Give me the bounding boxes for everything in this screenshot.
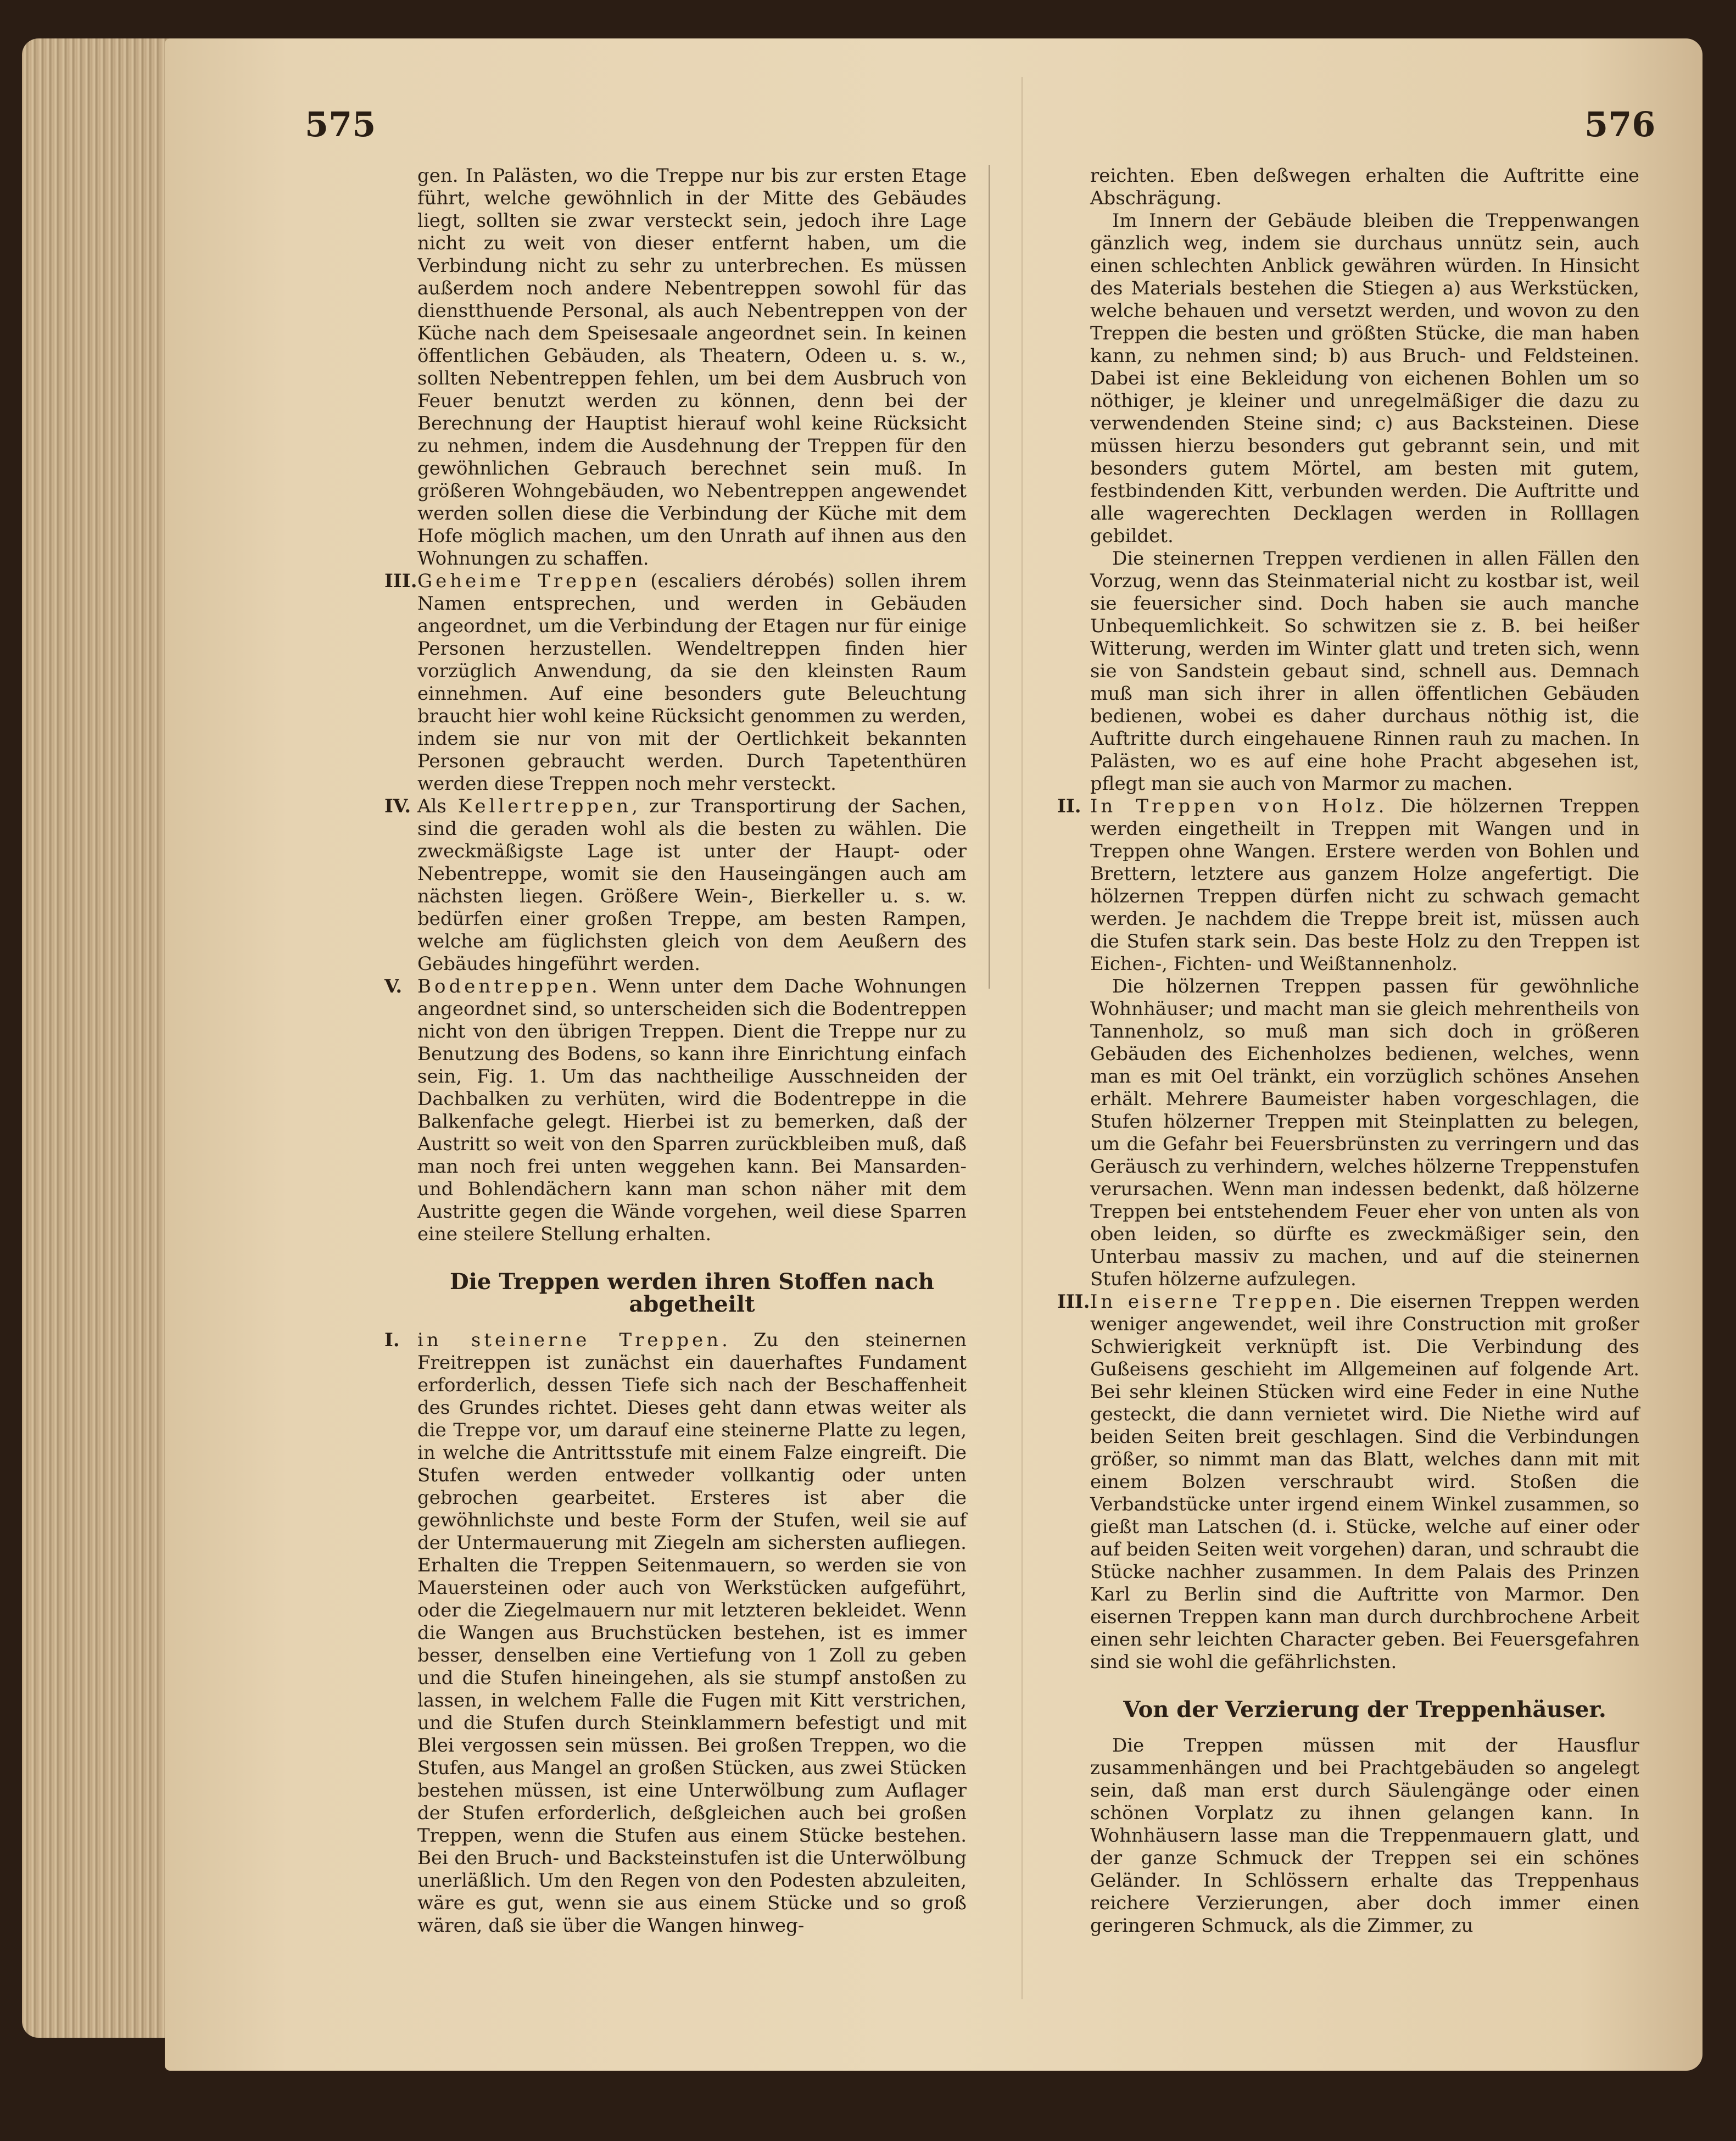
page-number-left: 575 — [305, 104, 376, 144]
list-text: (escaliers dérobés) sollen ihrem Namen entsprechen, und werden in Gebäuden angeordnet, um die Verbindung der Etagen nur für einige Personen herzustellen. Wendeltreppen finden hier vorzüglich Anwendung, da sie den kleinsten Raum einnehmen. Auf eine besonders gute Beleuchtung braucht hier wohl keine Rücksicht genommen zu werden, indem sie nur von mit der Oertlichkeit bekannten Personen gebraucht werden. Durch Tapetenthüren werden diese Treppen noch mehr versteckt. — [417, 570, 967, 795]
list-number: III. — [384, 570, 417, 592]
list-item-iii — [384, 570, 967, 795]
list-lead: Als — [417, 795, 458, 817]
paragraph-innern: Im Innern der Gebäude bleiben die Treppenwangen gänzlich weg, indem sie durchaus unnütz sein, auch einen schlechten Anblick gewähren würden. In Hinsicht des Materials bestehen die Stiegen a) aus Werkstücken, welche behauen und versetzt werden, und wovon zu den Treppen die besten und größten Stücke, die man haben kann, zu nehmen sind; b) aus Bruch- und Feldsteinen. Dabei ist eine Bekleidung von eichenen Bohlen um so nöthiger, je kleiner und unregelmäßiger die dazu zu verwendenden Steine sind; c) aus Backsteinen. Diese müssen hierzu besonders gut gebrannt sein, und mit besonders gutem Mörtel, am besten mit gutem, festbindenden Kitt, verbunden werden. Die Auftritte und alle wagerechten Decklagen werden in Rolllagen gebildet. — [1090, 210, 1639, 547]
term-treppen-von-holz: In Treppen von Holz — [1090, 795, 1378, 817]
list-number: V. — [384, 975, 403, 997]
right-page-column — [1057, 165, 1639, 1937]
list-text: . Die eisernen Treppen werden weniger angewendet, weil ihre Construction mit großer Schwierigkeit verknüpft ist. Die Verbindung des Gußeisens geschieht im Allgemeinen auf folgende Art. Bei sehr kleinen Stücken wird eine Feder in eine Nuthe gesteckt, die dann vernietet wird. Die Niethe wird auf beiden Seiten breit geschlagen. Sind die Verbindungen größer, so nimmt man das Blatt, welches dann mit mit einem Bolzen verschraubt wird. Stoßen die Verbandstücke unter irgend einem Winkel zusammen, so gießt man Latschen (d. i. Stücke, welche auf einer oder auf beiden Seiten weit vorgehen) daran, und schraubt die Stücke nachher zusammen. In dem Palais des Prinzen Karl zu Berlin sind die Auftritte von Marmor. Den eisernen Treppen kann man durch durchbrochene Arbeit einen sehr leichten Character geben. Bei Feuersgefahren sind sie wohl die gefährlichsten. — [1090, 1291, 1639, 1673]
section-heading-verzierung: Von der Verzierung der Treppenhäuser. — [1123, 1697, 1606, 1722]
paragraph-verzierung: Die Treppen müssen mit der Hausflur zusammenhängen und bei Prachtgebäuden so angelegt sein, daß man erst durch Säulengänge oder einen schönen Vorplatz zu ihnen gelangen kann. In Wohnhäusern lasse man die Treppenmauern glatt, und der ganze Schmuck der Treppen sei ein schönes Geländer. In Schlössern erhalte das Treppenhaus reichere Verzierungen, aber doch immer einen geringeren Schmuck, als die Zimmer, zu — [1090, 1735, 1639, 1937]
list-item-v — [384, 975, 967, 1246]
list-number: II. — [1057, 795, 1081, 817]
list-number: III. — [1057, 1291, 1090, 1313]
list-item-ii — [1057, 795, 1639, 975]
list-number: I. — [384, 1329, 400, 1351]
term-steinerne-treppen: in steinerne Treppen — [417, 1329, 722, 1351]
list-text: , zur Transportirung der Sachen, sind die geraden wohl als die besten zu wählen. Die zweckmäßigste Lage ist unter der Haupt- oder Nebentreppe, womit sie den Hauseingängen auch am nächsten liegen. Größere Wein-, Bierkeller u. s. w. bedürfen einer großen Treppe, am besten Rampen, welche am füglichsten gleich von dem Aeußern des Gebäudes hingeführt werden. — [417, 795, 967, 975]
list-text: . Zu den steinernen Freitreppen ist zunächst ein dauerhaftes Fundament erforderlich, dessen Tiefe sich nach der Beschaffenheit des Grundes richtet. Dieses geht dann etwas weiter als die Treppe vor, um darauf eine steinerne Platte zu legen, in welche die Antrittsstufe mit einem Falze eingreift. Die Stufen werden entweder vollkantig oder unten gebrochen gearbeitet. Ersteres ist aber die gewöhnlichste und beste Form der Stufen, weil sie auf der Untermauerung mit Ziegeln am sichersten aufliegen. Erhalten die Treppen Seitenmauern, so werden sie von Mauersteinen oder auch von Werkstücken aufgeführt, oder die Ziegelmauern nur mit letzteren bekleidet. Wenn die Wangen aus Bruchstücken bestehen, ist es immer besser, denselben eine Vertiefung von 1 Zoll zu geben und die Stufen hineingehen, als sie stumpf anstoßen zu lassen, in welchem Falle die Fugen mit Kitt verstrichen, und die Stufen durch Steinklammern befestigt und mit Blei vergossen sein müssen. Bei großen Treppen, wo die Stufen, aus Mangel an großen Stücken, aus zwei Stücken bestehen müssen, ist eine Unterwölbung zum Auflager der Stufen erforderlich, deßgleichen auch bei großen Treppen, wenn die Stufen aus einem Stücke bestehen. Bei den Bruch- und Backsteinstufen ist die Unterwölbung unerläßlich. Um den Regen von den Podesten abzuleiten, wäre es gut, wenn sie aus einem Stücke und so groß wären, daß sie über die Wangen hinweg- — [417, 1329, 967, 1937]
paragraph-steinernen: Die steinernen Treppen verdienen in allen Fällen den Vorzug, wenn das Steinmaterial nicht zu kostbar ist, weil sie feuersicher sind. Doch haben sie auch manche Unbequemlichkeit. So schwitzen sie z. B. bei heißer Witterung, werden im Winter glatt und treten sich, wenn sie von Sandstein gebaut sind, schnell aus. Demnach muß man sich ihrer in allen öffentlichen Gebäuden bedienen, wobei es daher durchaus nöthig ist, die Auftritte durch eingehauene Rinnen rauh zu machen. In Palästen, wo es auf eine hohe Pracht abgesehen ist, pflegt man sie auch von Marmor zu machen. — [1090, 548, 1639, 795]
list-item-iv — [384, 795, 967, 975]
term-geheime-treppen: Geheime Treppen — [417, 570, 640, 592]
page-number-right: 576 — [1584, 104, 1656, 144]
term-kellertreppen: Kellertreppen — [457, 795, 632, 817]
term-bodentreppen: Bodentreppen — [417, 975, 591, 997]
list-item-i — [384, 1329, 967, 1937]
section-heading-stoffen: Die Treppen werden ihren Stoffen nach abgetheilt — [450, 1269, 934, 1317]
list-text: . Wenn unter dem Dache Wohnungen angeordnet sind, so unterscheiden sich die Bodentreppen nicht von den übrigen Treppen. Dient die Treppe nur zu Benutzung des Bodens, so kann ihre Einrichtung einfach sein, Fig. 1. Um das nachtheilige Ausschneiden der Dachbalken zu verhüten, wird die Bodentreppe in die Balkenfache gelegt. Hierbei ist zu bemerken, daß der Austritt so weit von den Sparren zurückbleiben muß, daß man noch frei unten weggehen kann. Bei Mansarden- und Bohlendächern kann man schon näher mit dem Austritte gegen die Wände vorgehen, weil diese Sparren eine steilere Stellung erhalten. — [417, 975, 967, 1245]
paragraph-intro: gen. In Palästen, wo die Treppe nur bis zur ersten Etage führt, welche gewöhnlich in der Mitte des Gebäudes liegt, sollten sie zwar versteckt sein, jedoch ihre Lage nicht zu weit von dieser entfernt haben, um die Verbindung nicht zu sehr zu unterbrechen. Es müssen außerdem noch andere Nebentreppen sowohl für das dienstthuende Personal, als auch Nebentreppen von der Küche nach dem Speisesaale angeordnet sein. In keinen öffentlichen Gebäuden, als Theatern, Odeen u. s. w., sollten Nebentreppen fehlen, um bei dem Ausbruch von Feuer benutzt werden zu können, denn bei der Berechnung der Hauptist hierauf wohl keine Rücksicht zu nehmen, indem die Ausdehnung der Treppen für den gewöhnlichen Gebrauch berechnet sein muß. In größeren Wohngebäuden, wo Nebentreppen angewendet werden sollen diese die Verbindung der Küche mit dem Hofe möglich machen, um den Unrath auf ihnen aus den Wohnungen zu schaffen. — [417, 165, 967, 570]
list-number: IV. — [384, 795, 411, 817]
left-page-column — [384, 165, 967, 1937]
list-item-iii — [1057, 1291, 1639, 1674]
column-rule — [989, 165, 990, 989]
paragraph-intro: reichten. Eben deßwegen erhalten die Auftritte eine Abschrägung. — [1090, 165, 1639, 209]
paragraph-hoelzernen: Die hölzernen Treppen passen für gewöhnliche Wohnhäuser; und macht man sie gleich mehrentheils von Tannenholz, so muß man sich doch in größeren Gebäuden des Eichenholzes bedienen, welches, wenn man es mit Oel tränkt, ein vorzüglich schönes Ansehen erhält. Mehrere Baumeister haben vorgeschlagen, die Stufen hölzerner Treppen mit Steinplatten zu belegen, um die Gefahr bei Feuersbrünsten zu verringern und das Geräusch zu verhindern, welches hölzerne Treppenstufen verursachen. Wenn man indessen bedenkt, daß hölzerne Treppen bei entstehendem Feuer eher von unten als von oben leiden, so dürfte es zweckmäßiger sein, den Unterbau massiv zu machen, und auf die steinernen Stufen hölzerne aufzulegen. — [1090, 975, 1639, 1290]
list-text: . Die hölzernen Treppen werden eingetheilt in Treppen mit Wangen und in Treppen ohne Wangen. Erstere werden von Bohlen und Brettern, letztere aus ganzem Holze angefertigt. Die hölzernen Treppen dürfen nicht zu schwach gemacht werden. Je nachdem die Treppe breit ist, müssen auch die Stufen stark sein. Das beste Holz zu den Treppen ist Eichen-, Fichten- und Weißtannenholz. — [1090, 795, 1639, 975]
term-eiserne-treppen: In eiserne Treppen — [1090, 1291, 1335, 1313]
book-gutter — [1021, 77, 1023, 1999]
